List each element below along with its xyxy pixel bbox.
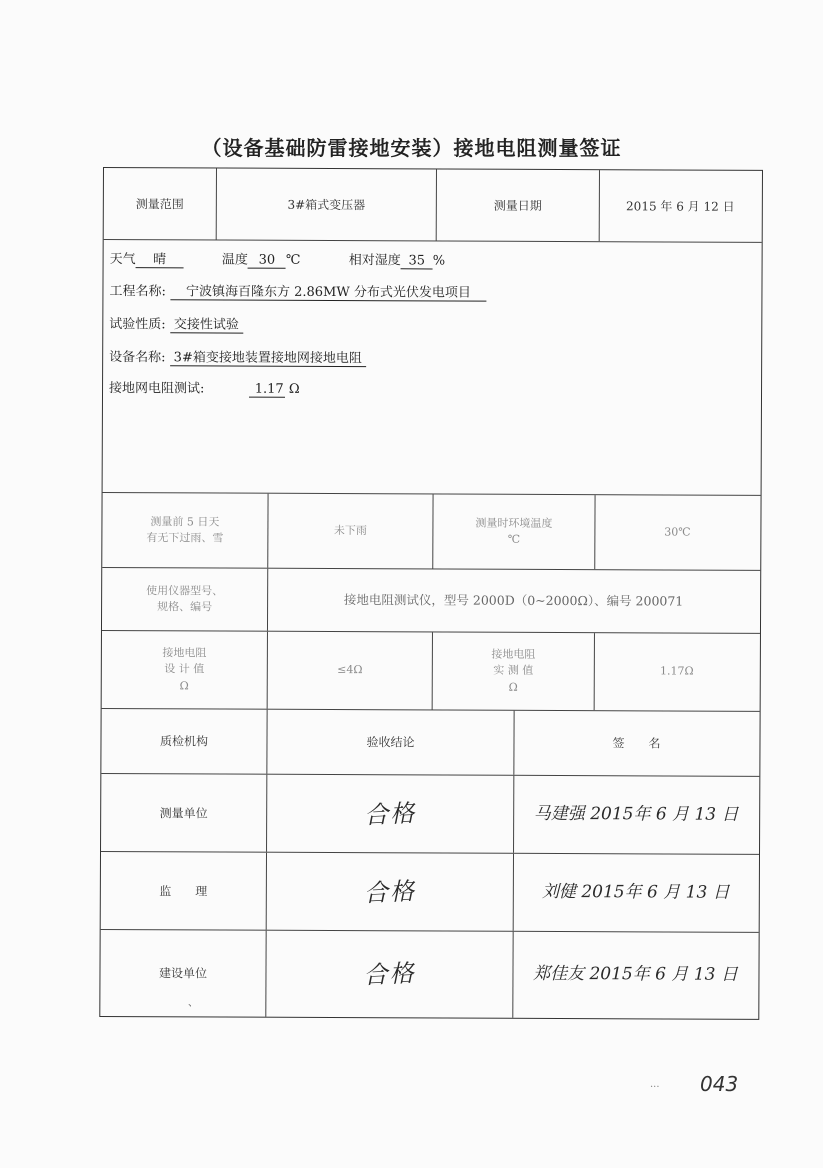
date-value: 2015 年 6 月 12 日: [599, 170, 761, 242]
device-label: 设备名称:: [109, 350, 166, 366]
env-temp-label-line1: 测量时环境温度: [475, 516, 553, 530]
measured-label: [432, 632, 594, 710]
sign-header: 签 名: [513, 711, 758, 776]
temp-label: 温度: [221, 252, 248, 268]
device-value: 3#箱变接地装置接地网接地电阻: [170, 346, 366, 367]
instrument-label-line1: 使用仪器型号、: [146, 583, 224, 598]
design-label-line1: 接地电阻: [162, 646, 207, 660]
date-label: 测量日期: [436, 169, 599, 241]
info-block: [103, 240, 762, 496]
conclusion-header: 验收结论: [266, 710, 513, 775]
instrument-row: [102, 568, 760, 634]
org-name: 建设单位: [158, 966, 208, 981]
conclusion-cell: [266, 775, 513, 853]
measured-label-line1: 接地电阻: [491, 647, 536, 661]
rain-label-line2: 有无下过雨、雪: [146, 531, 224, 545]
rain-value: 未下雨: [267, 494, 432, 569]
weather-value: 晴: [136, 248, 184, 268]
test-value: 1.17: [249, 382, 285, 398]
instrument-label: [102, 568, 267, 631]
org-name: 监 理: [159, 883, 208, 898]
conditions-row: [102, 493, 760, 571]
weather-line: [110, 248, 446, 269]
measured-label-line3: Ω: [508, 680, 518, 694]
humidity-value: 35: [401, 253, 433, 269]
certificate-table: [99, 167, 763, 1020]
nature-value: 交接性试验: [170, 313, 243, 333]
signature-cell: [513, 854, 758, 932]
temp-unit: ℃: [285, 252, 301, 268]
nature-label: 试验性质:: [109, 317, 166, 333]
test-unit: Ω: [288, 381, 300, 397]
project-label: 工程名称:: [109, 284, 166, 300]
page-number: 043: [700, 1072, 739, 1096]
design-value: ≤4Ω: [267, 632, 432, 710]
tick-mark: 、: [188, 998, 198, 1009]
org-header: 质检机构: [159, 734, 209, 749]
instrument-label-line2: 规格、编号: [157, 600, 213, 614]
project-line: [109, 280, 487, 302]
signature-handwriting: 刘健 2015年 6 月 13 日: [541, 881, 730, 903]
env-temp-label: [432, 494, 594, 569]
conclusion-cell: [265, 931, 512, 1018]
signature-handwriting: 郑佳友 2015年 6 月 13 日: [533, 964, 738, 986]
conclusion-handwriting: 合格: [362, 959, 417, 990]
rain-label-line1: 测量前 5 日天: [150, 514, 220, 529]
signoff-row: [100, 930, 758, 1019]
conclusion-cell: [266, 853, 513, 931]
nature-line: [109, 313, 243, 334]
signoff-row: [101, 852, 759, 933]
rain-label: [102, 493, 267, 568]
humidity-label: 相对湿度: [348, 253, 401, 269]
resistance-row: [102, 631, 760, 712]
measured-label-line2: 实 测 值: [493, 663, 534, 678]
env-temp-value: 30℃: [594, 495, 759, 570]
weather-label: 天气: [109, 252, 136, 268]
scope-value: 3#箱式变压器: [216, 168, 436, 240]
design-label-line3: Ω: [179, 679, 189, 693]
signoff-header-row: [101, 709, 759, 777]
scan-dots: ···: [650, 1082, 660, 1093]
design-label-line2: 设 计 值: [164, 662, 205, 676]
signoff-row: [101, 774, 759, 855]
project-value: 宁波镇海百隆东方 2.86MW 分布式光伏发电项目: [170, 280, 487, 301]
measured-value: 1.17Ω: [594, 633, 759, 711]
design-label: [102, 631, 267, 709]
document-title: （设备基础防雷接地安装）接地电阻测量签证: [201, 136, 622, 160]
instrument-value: 接地电阻测试仪，型号 2000D（0~2000Ω）、编号 200071: [267, 569, 759, 633]
test-label: 接地网电阻测试:: [109, 381, 205, 397]
test-line: [109, 377, 300, 398]
temp-value: 30: [248, 253, 286, 269]
signature-cell: [512, 932, 757, 1019]
signature-handwriting: 马建强 2015年 6 月 13 日: [533, 803, 739, 825]
scope-label: 测量范围: [135, 196, 184, 211]
signature-cell: [513, 776, 758, 854]
org-name: 测量单位: [159, 805, 208, 820]
humidity-unit: %: [432, 253, 446, 269]
conclusion-handwriting: 合格: [363, 798, 417, 829]
header-row: [104, 168, 762, 243]
conclusion-handwriting: 合格: [363, 876, 417, 907]
env-temp-label-line2: ℃: [507, 532, 521, 546]
device-line: [109, 346, 366, 367]
